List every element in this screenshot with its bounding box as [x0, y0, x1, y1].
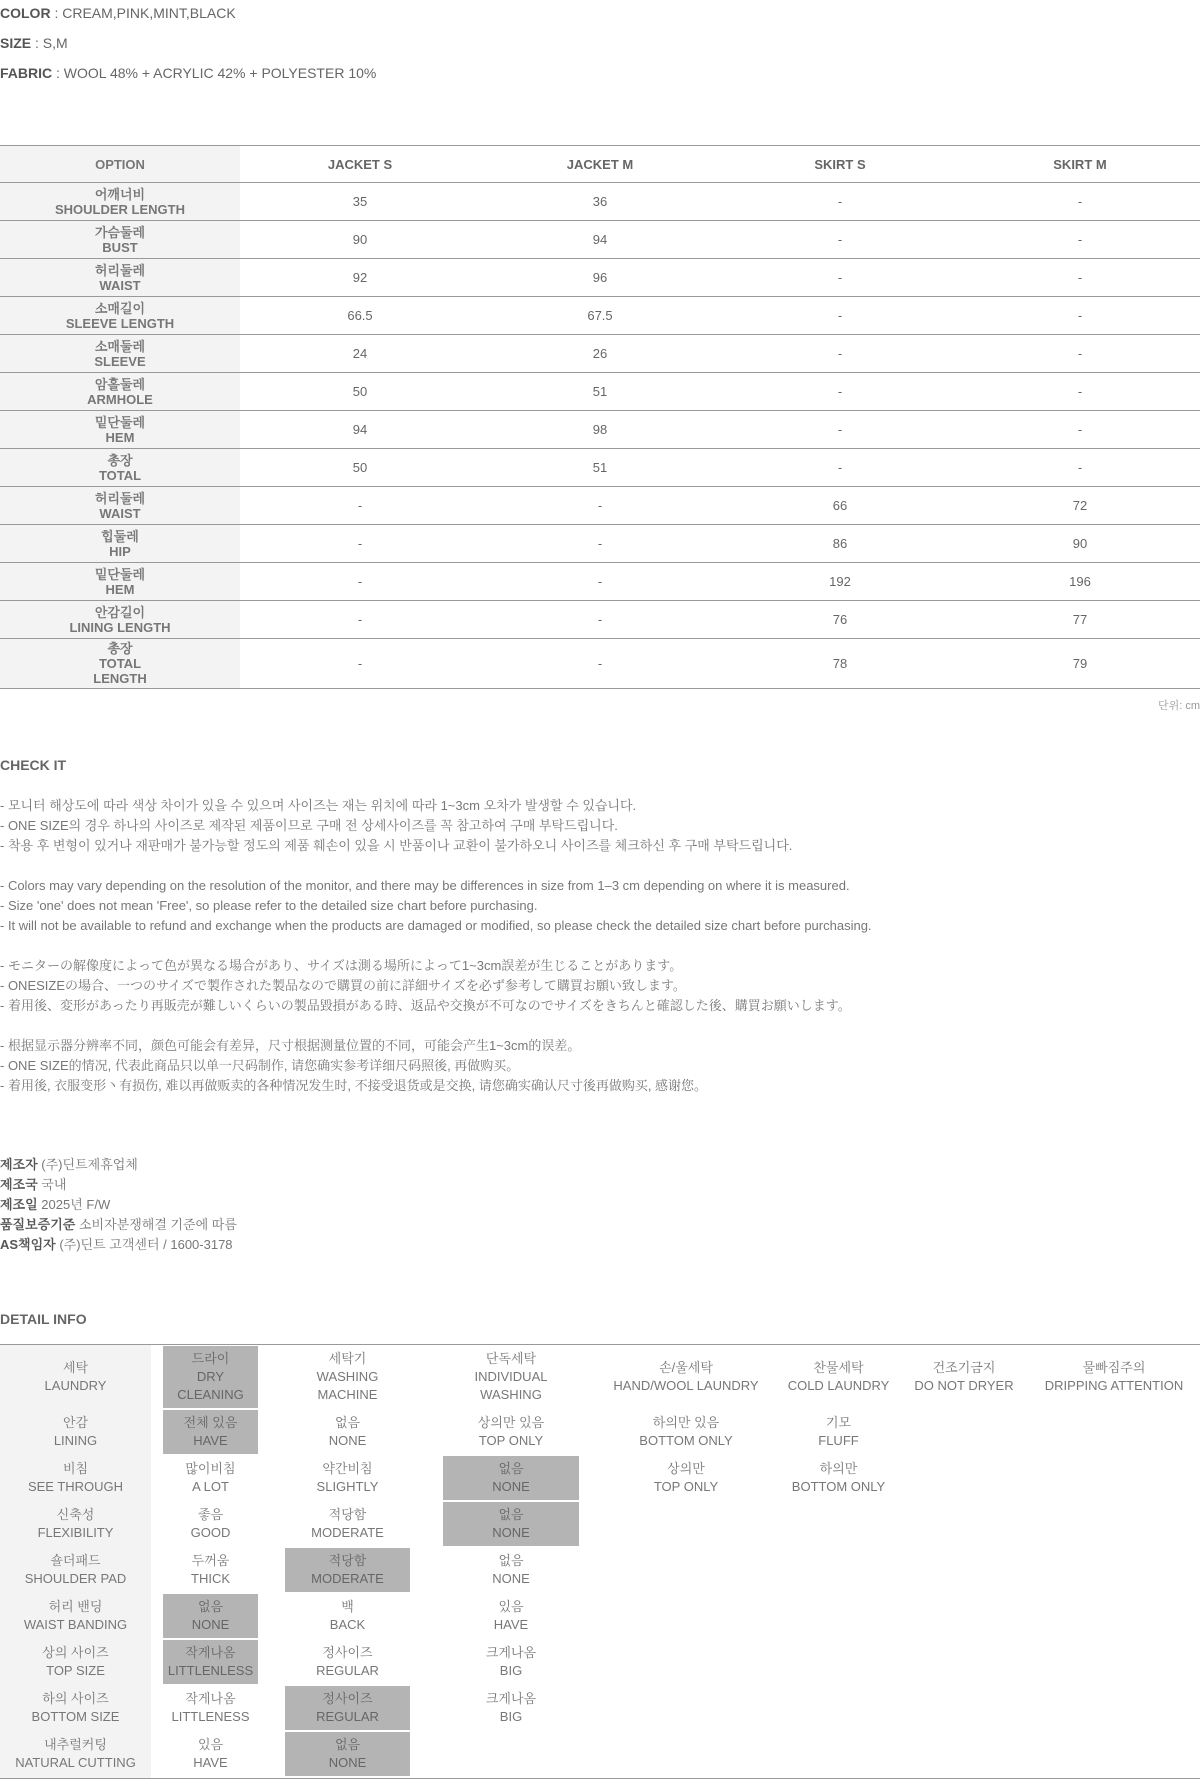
size-value: - — [720, 221, 960, 259]
detail-row-label-line: 신축성 — [56, 1507, 95, 1522]
detail-option — [285, 1594, 410, 1638]
size-value: - — [480, 487, 720, 525]
option-label-line: SLEEVE — [94, 353, 146, 369]
size-value: 94 — [240, 411, 480, 449]
detail-option-line: BIG — [499, 1709, 523, 1724]
size-value: - — [960, 449, 1200, 487]
table-row — [0, 221, 1200, 259]
detail-option-line: 없음 — [334, 1415, 361, 1430]
detail-option — [285, 1346, 410, 1408]
detail-option-line: 찬물세탁 — [813, 1360, 864, 1375]
option-label-line: HEM — [105, 581, 135, 597]
option-label — [0, 525, 240, 563]
size-value: 26 — [480, 335, 720, 373]
size-value: 50 — [240, 449, 480, 487]
header-jacket-s: JACKET S — [240, 146, 480, 183]
size-value: 90 — [960, 525, 1200, 563]
detail-row-label-line: LAUNDRY — [44, 1378, 107, 1393]
detail-row-label-line: 비침 — [62, 1461, 89, 1476]
detail-option — [163, 1686, 258, 1730]
header-skirt-m: SKIRT M — [960, 146, 1200, 183]
header-option: OPTION — [0, 146, 240, 183]
size-value: 24 — [240, 335, 480, 373]
size-value: 51 — [480, 373, 720, 411]
note-spacer — [0, 936, 1200, 956]
detail-option-selected — [285, 1548, 410, 1592]
detail-option-line: HAND/WOOL LAUNDRY — [613, 1378, 759, 1393]
note-line: - 着用後, 衣服变形丶有损伤, 难以再做贩卖的各种情况发生时, 不接受退货或是交换, 请您确实确认尺寸後再做购买, 感谢您。 — [0, 1078, 708, 1093]
size-value: 78 — [720, 639, 960, 689]
table-row — [0, 373, 1200, 411]
detail-option-line: HAVE — [493, 1617, 529, 1632]
size-value: 92 — [240, 259, 480, 297]
size-value: - — [960, 411, 1200, 449]
detail-option-line: BIG — [499, 1663, 523, 1678]
detail-option-line: 전체 있음 — [183, 1415, 238, 1430]
detail-row-label-line: NATURAL CUTTING — [15, 1755, 136, 1770]
size-value: - — [960, 259, 1200, 297]
detail-option-line: 작게나옴 — [185, 1645, 236, 1660]
option-label-line: 총장 — [107, 641, 133, 656]
size-value: - — [480, 525, 720, 563]
detail-option-line: INDIVIDUAL WASHING — [474, 1369, 548, 1402]
detail-row-label — [0, 1410, 151, 1454]
detail-option-line: 두꺼움 — [191, 1553, 230, 1568]
detail-option-selected — [285, 1686, 410, 1730]
detail-option-line: 없음 — [334, 1737, 361, 1752]
detail-row-label — [0, 1548, 151, 1592]
detail-option-selected — [443, 1502, 579, 1546]
option-label-line: 암홀둘레 — [94, 376, 146, 392]
maker-line — [0, 1155, 237, 1175]
detail-option — [163, 1548, 258, 1592]
size-value: - — [960, 373, 1200, 411]
detail-row-label — [0, 1640, 151, 1684]
size-value: - — [720, 183, 960, 221]
detail-option-line: DRY — [196, 1369, 225, 1384]
size-value: - — [480, 563, 720, 601]
size-value: - — [720, 335, 960, 373]
size-value: - — [240, 525, 480, 563]
detail-option-line: 드라이 — [191, 1351, 230, 1366]
detail-row-label — [0, 1502, 151, 1546]
option-label — [0, 601, 240, 639]
option-label — [0, 373, 240, 411]
detail-row-label-line: 내추럴커팅 — [44, 1737, 107, 1752]
option-label — [0, 487, 240, 525]
option-label-line: WAIST — [99, 277, 141, 293]
maker-label: 제조자 — [0, 1157, 38, 1172]
size-table-header — [0, 146, 1200, 183]
detail-top-divider — [0, 1344, 1200, 1345]
option-label — [0, 563, 240, 601]
fabric-label: FABRIC — [0, 65, 53, 81]
size-value: 96 — [480, 259, 720, 297]
detail-option — [606, 1456, 766, 1500]
detail-option — [1040, 1346, 1188, 1408]
option-label-line: ARMHOLE — [87, 391, 153, 407]
detail-option — [285, 1640, 410, 1684]
size-label: SIZE — [0, 35, 32, 51]
size-value: 36 — [480, 183, 720, 221]
table-row — [0, 601, 1200, 639]
size-value: : S,M — [31, 35, 68, 51]
detail-option-line: 손/울세탁 — [659, 1360, 713, 1375]
detail-option — [780, 1410, 897, 1454]
size-value: 50 — [240, 373, 480, 411]
detail-row-label-line: 세탁 — [62, 1360, 89, 1375]
header-skirt-s: SKIRT S — [720, 146, 960, 183]
size-value: 66.5 — [240, 297, 480, 335]
detail-option-selected — [443, 1456, 579, 1500]
option-label — [0, 335, 240, 373]
option-label-line: 총장 — [107, 452, 133, 468]
maker-line — [0, 1195, 237, 1215]
note-line: - Size 'one' does not mean 'Free', so please refer to the detailed size chart before purchasing. — [0, 898, 538, 913]
detail-option-line: 없음 — [498, 1507, 524, 1522]
detail-option-line: 크게나옴 — [485, 1645, 537, 1660]
note-line: - 모니터 해상도에 따라 색상 차이가 있을 수 있으며 사이즈는 재는 위치에 따라 1~3cm 오차가 발생할 수 있습니다. — [0, 798, 637, 813]
detail-option-line: WASHING MACHINE — [316, 1369, 379, 1402]
detail-option-line: DRIPPING ATTENTION — [1044, 1378, 1184, 1393]
detail-option-line: NONE — [492, 1525, 530, 1540]
option-label — [0, 297, 240, 335]
detail-option-line: LITTLENLESS — [167, 1663, 254, 1678]
detail-option-line: BOTTOM ONLY — [791, 1479, 886, 1494]
detail-option-line: 없음 — [498, 1553, 524, 1568]
detail-option-line: 기모 — [825, 1415, 852, 1430]
detail-option-line: 약간비침 — [322, 1461, 373, 1476]
detail-option-line: 백 — [341, 1599, 354, 1614]
option-label-line: 허리둘레 — [94, 262, 146, 278]
detail-option — [443, 1548, 579, 1592]
table-row — [0, 449, 1200, 487]
size-value: - — [480, 601, 720, 639]
size-value: 94 — [480, 221, 720, 259]
option-label — [0, 639, 240, 689]
detail-option-line: 좋음 — [197, 1507, 224, 1522]
detail-row-label-line: 안감 — [62, 1415, 89, 1430]
check-it-notes — [0, 796, 1200, 1096]
detail-option-line: 상의만 있음 — [477, 1415, 545, 1430]
header-jacket-m: JACKET M — [480, 146, 720, 183]
detail-option — [285, 1502, 410, 1546]
detail-option — [911, 1346, 1017, 1408]
note-line: - ONE SIZE的情况, 代表此商品只以单一尺码制作, 请您确实参考详细尺码照後, 再做购买。 — [0, 1058, 520, 1073]
detail-option-line: 정사이즈 — [322, 1645, 373, 1660]
note-spacer — [0, 1016, 1200, 1036]
detail-info-title: DETAIL INFO — [0, 1311, 87, 1327]
maker-value: (주)딘트 고객센터 / 1600-3178 — [55, 1237, 233, 1252]
size-value: 79 — [960, 639, 1200, 689]
maker-value: 2025년 F/W — [37, 1197, 111, 1212]
detail-option-line: FLUFF — [818, 1433, 859, 1448]
option-label — [0, 449, 240, 487]
size-value: 90 — [240, 221, 480, 259]
maker-line — [0, 1175, 237, 1195]
maker-label: AS책임자 — [0, 1237, 56, 1252]
size-value: - — [720, 297, 960, 335]
size-value: 77 — [960, 601, 1200, 639]
detail-option-line: SLIGHTLY — [316, 1479, 379, 1494]
detail-option-line: TOP ONLY — [653, 1479, 719, 1494]
detail-option-line: 하의만 있음 — [652, 1415, 720, 1430]
detail-option — [443, 1686, 579, 1730]
maker-line — [0, 1215, 237, 1235]
detail-row-label-line: 허리 밴딩 — [48, 1599, 103, 1614]
table-row — [0, 183, 1200, 221]
detail-option-line: COLD LAUNDRY — [787, 1378, 890, 1393]
option-label — [0, 183, 240, 221]
option-label-line: LINING LENGTH — [69, 619, 171, 635]
detail-option — [443, 1346, 579, 1408]
option-label — [0, 259, 240, 297]
detail-option-line: MODERATE — [311, 1571, 384, 1586]
size-value: - — [240, 487, 480, 525]
detail-option-selected — [163, 1594, 258, 1638]
detail-option — [443, 1410, 579, 1454]
detail-option — [780, 1346, 897, 1408]
option-label-line: 소매길이 — [94, 300, 146, 316]
detail-option-line: 있음 — [197, 1737, 224, 1752]
table-row — [0, 411, 1200, 449]
detail-row-label — [0, 1346, 151, 1408]
detail-option-selected — [163, 1346, 258, 1408]
option-label-line: TOTAL — [98, 467, 142, 483]
size-value: 76 — [720, 601, 960, 639]
option-label-line: 허리둘레 — [94, 490, 146, 506]
detail-option-line: A LOT — [192, 1479, 229, 1494]
table-row — [0, 297, 1200, 335]
size-value: 35 — [240, 183, 480, 221]
note-line: - モニターの解像度によって色が異なる場合があり、サイズは測る場所によって1~3cm誤差が生じることがあります。 — [0, 958, 683, 973]
detail-option-selected — [285, 1732, 410, 1776]
manufacturer-info — [0, 1155, 237, 1255]
size-value: 98 — [480, 411, 720, 449]
maker-label: 제조일 — [0, 1197, 38, 1212]
table-row — [0, 335, 1200, 373]
note-line: - ONESIZEの場合、一つのサイズで製作された製品なので購買の前に詳細サイズを必ず参考して購買お願い致します。 — [0, 978, 686, 993]
option-label-line: WAIST — [99, 505, 141, 521]
maker-line — [0, 1235, 237, 1255]
detail-option-line: 있음 — [498, 1599, 524, 1614]
detail-row-label — [0, 1686, 151, 1730]
detail-option-line: CLEANING — [177, 1387, 244, 1402]
maker-value: (주)딘트제휴업체 — [37, 1157, 138, 1172]
detail-row-label-line: 숄더패드 — [50, 1553, 101, 1568]
option-label — [0, 221, 240, 259]
detail-option-line: 정사이즈 — [322, 1691, 373, 1706]
size-value: - — [960, 221, 1200, 259]
table-row — [0, 259, 1200, 297]
size-spec — [0, 35, 68, 51]
size-value: - — [720, 411, 960, 449]
detail-option-line: 단독세탁 — [485, 1351, 537, 1366]
size-value: - — [960, 183, 1200, 221]
size-value: - — [480, 639, 720, 689]
option-label-line: HEM — [105, 429, 135, 445]
color-value: : CREAM,PINK,MINT,BLACK — [50, 5, 236, 21]
table-row — [0, 487, 1200, 525]
detail-row-label-line: TOP SIZE — [46, 1663, 105, 1678]
detail-option — [780, 1456, 897, 1500]
detail-row-label-line: WAIST BANDING — [23, 1617, 128, 1632]
size-value: - — [960, 297, 1200, 335]
detail-option-line: 없음 — [498, 1461, 524, 1476]
table-row — [0, 525, 1200, 563]
option-label-line: 가슴둘레 — [94, 224, 146, 240]
color-label: COLOR — [0, 5, 51, 21]
detail-row-label — [0, 1732, 151, 1776]
detail-option — [606, 1410, 766, 1454]
detail-option — [163, 1732, 258, 1776]
detail-option-line: HAVE — [193, 1755, 228, 1770]
detail-option — [285, 1456, 410, 1500]
check-it-title: CHECK IT — [0, 757, 67, 773]
size-value: 196 — [960, 563, 1200, 601]
detail-option — [163, 1502, 258, 1546]
detail-option — [443, 1640, 579, 1684]
maker-label: 품질보증기준 — [0, 1217, 76, 1232]
size-value: - — [960, 335, 1200, 373]
size-value: 66 — [720, 487, 960, 525]
detail-row-label-line: FLEXIBILITY — [37, 1525, 114, 1540]
size-value: 51 — [480, 449, 720, 487]
detail-option-line: 적당함 — [328, 1507, 367, 1522]
detail-option-line: 하의만 — [819, 1461, 858, 1476]
unit-note: 단위: cm — [1157, 700, 1200, 712]
option-label-line: SHOULDER LENGTH — [55, 201, 185, 217]
note-line: - It will not be available to refund and exchange when the products are damaged or modified, so please check the detailed size chart before purchasing. — [0, 918, 872, 933]
detail-option-selected — [163, 1410, 258, 1454]
detail-option-line: THICK — [191, 1571, 230, 1586]
detail-option-line: NONE — [328, 1755, 367, 1770]
detail-option-line: 없음 — [197, 1599, 224, 1614]
detail-row-label-line: 상의 사이즈 — [42, 1645, 109, 1660]
detail-option-line: REGULAR — [316, 1709, 379, 1724]
option-label-line: 밑단둘레 — [94, 566, 146, 582]
size-value: - — [720, 259, 960, 297]
size-value: - — [240, 601, 480, 639]
option-label-line: 어깨너비 — [94, 186, 146, 202]
size-value: 67.5 — [480, 297, 720, 335]
detail-row-label-line: BOTTOM SIZE — [31, 1709, 120, 1724]
note-line: - ONE SIZE의 경우 하나의 사이즈로 제작된 제품이므로 구매 전 상세사이즈를 꼭 참고하여 구매 부탁드립니다. — [0, 818, 618, 833]
table-row — [0, 563, 1200, 601]
size-table — [0, 145, 1200, 689]
table-row — [0, 639, 1200, 689]
detail-option-line: NONE — [191, 1617, 230, 1632]
detail-option-line: REGULAR — [316, 1663, 379, 1678]
note-line: - Colors may vary depending on the resolution of the monitor, and there may be differences in size from 1–3 cm depending on where it is measured. — [0, 878, 850, 893]
option-label-line: LENGTH — [93, 671, 147, 686]
option-label-line: BUST — [102, 239, 138, 255]
option-label-line: HIP — [109, 543, 131, 559]
detail-option-line: DO NOT DRYER — [914, 1378, 1014, 1393]
detail-option-line: 적당함 — [328, 1553, 367, 1568]
detail-option — [285, 1410, 410, 1454]
detail-option-line: MODERATE — [311, 1525, 384, 1540]
detail-option-line: 물빠짐주의 — [1082, 1360, 1146, 1375]
detail-row-label-line: 하의 사이즈 — [42, 1691, 109, 1706]
option-label-line: 소매둘레 — [94, 338, 146, 354]
maker-label: 제조국 — [0, 1177, 38, 1192]
size-value: - — [240, 563, 480, 601]
size-value: 192 — [720, 563, 960, 601]
detail-option-line: LITTLENESS — [171, 1709, 250, 1724]
detail-option — [163, 1456, 258, 1500]
detail-row-label — [0, 1594, 151, 1638]
detail-option-line: 크게나옴 — [485, 1691, 537, 1706]
size-value: 86 — [720, 525, 960, 563]
size-value: 72 — [960, 487, 1200, 525]
option-label-line: TOTAL — [98, 656, 142, 671]
option-label-line: 안감길이 — [94, 604, 146, 620]
detail-option-line: NONE — [328, 1433, 367, 1448]
detail-row-label-line: SHOULDER PAD — [24, 1571, 127, 1586]
detail-option-line: BOTTOM ONLY — [639, 1433, 733, 1448]
note-line: - 着用後、変形があったり再販売が難しいくらいの製品毀損がある時、返品や交換が不可なのでサイズをきちんと確認した後、購買お願いします。 — [0, 998, 851, 1013]
color-spec — [0, 5, 236, 21]
detail-row-label-line: SEE THROUGH — [27, 1479, 124, 1494]
detail-option-selected — [163, 1640, 258, 1684]
detail-option-line: NONE — [492, 1479, 530, 1494]
detail-option-line: NONE — [492, 1571, 530, 1586]
detail-option — [443, 1594, 579, 1638]
maker-value: 소비자분쟁해결 기준에 따름 — [75, 1217, 237, 1232]
option-label — [0, 411, 240, 449]
detail-option — [606, 1346, 766, 1408]
detail-option-line: TOP ONLY — [478, 1433, 544, 1448]
note-line: - 根据显示器分辨率不同，颜色可能会有差异，尺寸根据测量位置的不同，可能会产生1~3cm的误差。 — [0, 1038, 581, 1053]
size-value: - — [720, 373, 960, 411]
option-label-line: 밑단둘레 — [94, 414, 146, 430]
note-line: - 착용 후 변형이 있거나 재판매가 불가능할 정도의 제품 훼손이 있을 시 반품이나 교환이 불가하오니 사이즈를 체크하신 후 구매 부탁드립니다. — [0, 838, 793, 853]
detail-option-line: 많이비침 — [185, 1461, 236, 1476]
size-value: - — [720, 449, 960, 487]
maker-value: 국내 — [37, 1177, 67, 1192]
detail-row-label — [0, 1456, 151, 1500]
detail-option-line: HAVE — [193, 1433, 228, 1448]
option-label-line: 힙둘레 — [101, 528, 139, 544]
fabric-spec — [0, 65, 376, 81]
size-value: - — [240, 639, 480, 689]
detail-option-line: 건조기금지 — [932, 1360, 996, 1375]
option-label-line: SLEEVE LENGTH — [65, 315, 175, 331]
detail-option-line: 세탁기 — [328, 1351, 367, 1366]
fabric-value: : WOOL 48% + ACRYLIC 42% + POLYESTER 10% — [52, 65, 377, 81]
detail-option-line: 작게나옴 — [185, 1691, 236, 1706]
detail-option-line: BACK — [329, 1617, 366, 1632]
detail-option-line: 상의만 — [667, 1461, 705, 1476]
note-spacer — [0, 856, 1200, 876]
detail-row-label-line: LINING — [53, 1433, 98, 1448]
detail-option-line: GOOD — [190, 1525, 231, 1540]
